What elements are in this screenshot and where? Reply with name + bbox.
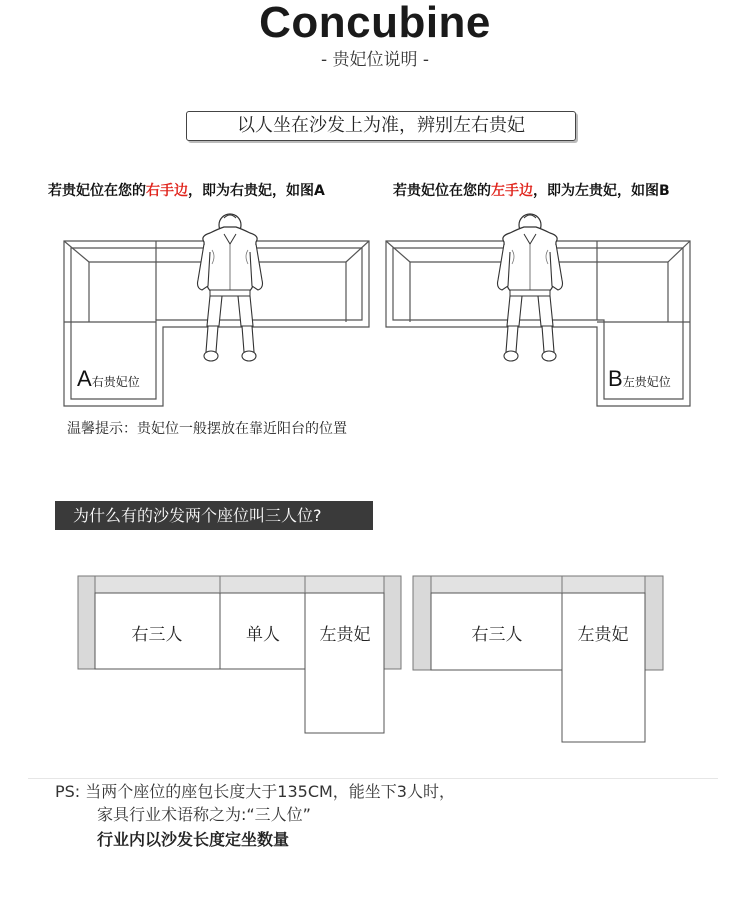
rule-heading: 以人坐在沙发上为准，辨别左右贵妃 (186, 111, 576, 141)
caption-b-prefix: 若贵妃位在您的 (393, 183, 491, 199)
caption-b-suffix: ，即为左贵妃，如图B (533, 183, 670, 199)
seat-label-right-three-2: 右三人 (471, 625, 523, 645)
placement-tip: 温馨提示：贵妃位一般摆放在靠近阳台的位置 (67, 421, 347, 437)
person-figure-b (498, 214, 563, 361)
page-subtitle: - 贵妃位说明 - (320, 50, 430, 70)
chaise-letter-a: A (77, 366, 92, 391)
seat-label-right-three: 右三人 (131, 625, 183, 645)
seat-label-single: 单人 (246, 625, 280, 645)
seat-label-left-chaise-2: 左贵妃 (577, 625, 629, 645)
caption-a-prefix: 若贵妃位在您的 (48, 183, 146, 199)
chaise-letter-b: B (608, 366, 623, 391)
divider (28, 778, 718, 779)
section-banner: 为什么有的沙发两个座位叫三人位? (55, 501, 373, 530)
caption-b-highlight: 左手边 (491, 183, 533, 199)
ps-note-line-3: 行业内以沙发长度定坐数量 (97, 830, 290, 849)
seat-layout-2 (413, 576, 663, 742)
chaise-label-a (77, 366, 140, 392)
chaise-label-b (608, 366, 671, 392)
caption-a-suffix: ，即为右贵妃，如图A (188, 183, 325, 199)
seat-label-left-chaise: 左贵妃 (319, 625, 371, 645)
ps-note-line-1: PS: 当两个座位的座包长度大于135CM，能坐下3人时， (55, 782, 455, 801)
ps-note-line-2: 家具行业术语称之为:“三人位” (97, 805, 311, 824)
seat-layout-1 (78, 576, 401, 733)
caption-a-highlight: 右手边 (146, 183, 188, 199)
page-title: Concubine (259, 0, 491, 47)
chaise-text-b: 左贵妃位 (622, 375, 671, 389)
person-figure-a (198, 214, 263, 361)
chaise-text-a: 右贵妃位 (91, 375, 140, 389)
